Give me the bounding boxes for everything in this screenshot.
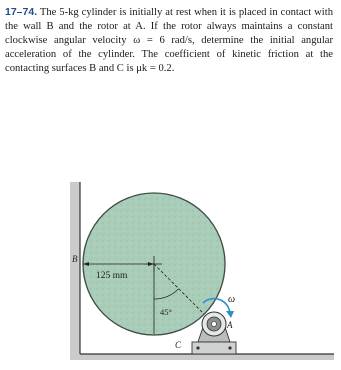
angle-label: 45° <box>160 307 172 317</box>
label-c: C <box>175 340 182 350</box>
problem-number: 17–74. <box>5 6 38 18</box>
label-b: B <box>72 254 78 264</box>
radius-label: 125 mm <box>96 271 128 281</box>
label-a: A <box>227 320 233 330</box>
bolt-left <box>196 346 199 349</box>
floor-hatch <box>70 354 334 360</box>
rotor-axle <box>212 322 217 327</box>
bolt-right <box>228 346 231 349</box>
wall-hatch <box>70 182 80 354</box>
problem-text: The 5-kg cylinder is initially at rest when it is placed in contact with the wall B and the rotor at A. If the rotor always maintains a constant clockwise angular velocity ω = 6 rad/s, determine the initial angular acceleration of the cylinder. The coefficient of kinetic friction at the contacting surfaces B and C is μk = 0.2. <box>5 7 333 75</box>
omega-arrowhead <box>226 311 234 318</box>
label-omega: ω <box>228 294 236 305</box>
